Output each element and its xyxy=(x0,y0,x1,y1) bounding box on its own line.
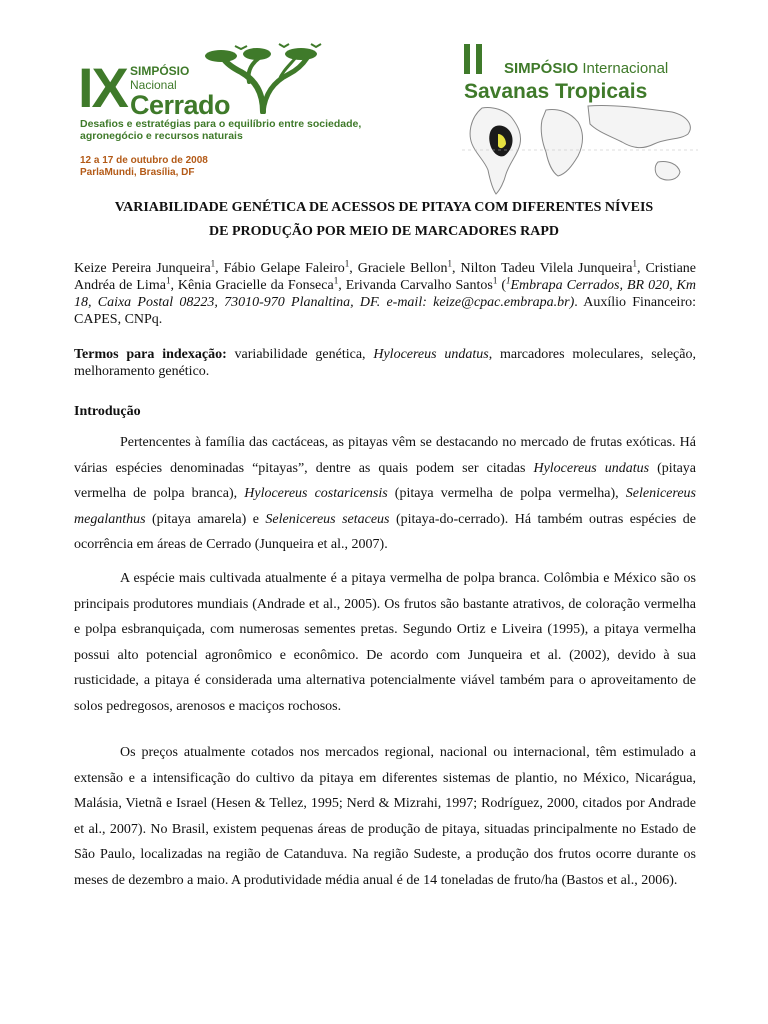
logo-simposio-internacional: SIMPÓSIO Internacional xyxy=(504,60,669,77)
logo-savanas-tropicais: Savanas Tropicais xyxy=(464,80,648,103)
paper-title xyxy=(60,196,708,244)
world-map-icon xyxy=(462,104,698,196)
logo-roman-ii xyxy=(464,44,488,79)
intro-paragraph-3: Os preços atualmente cotados nos mercados regional, nacional ou internacional, têm estimulado a extensão e a intensificação do cultivo da pitaya em diferentes sistemas de plantio, no México, Nicarágua, Malásia, Vietnã e Israel (Hesen & Tellez, 1995; Nerd & Mizrahi, 1997; Rodríguez, 2000, citados por Andrade et al., 2007). No Brasil, existem pequenas áreas de produção de pitaya, situadas principalmente no Estado de São Paulo, localizadas na região de Catanduva. Na região Sudeste, a produção dos frutos ocorre durante os meses de dezembro a maio. A produtividade média anual é de 14 toneladas de fruto/ha (Bastos et al., 2006). xyxy=(74,745,696,888)
section-heading-introducao: Introdução xyxy=(74,404,141,419)
logo-cerrado: Cerrado xyxy=(130,90,231,120)
logo-ix: IX xyxy=(78,56,127,119)
event-venue: ParlaMundi, Brasília, DF xyxy=(80,167,195,178)
authors-affiliation: Keize Pereira Junqueira$^1$, Fábio Gelape Faleiro$^1$, Graciele Bellon$^1$, Nilton Tadeu Vilela Junqueira$^1$, Cristiane Andréa de Lima$^1$, Kênia Gracielle da Fonseca$^1$, Erivanda Carvalho Santos$^1$ ($^1$Embrapa Cerrados, BR 020, Km 18, Caixa Postal 08223, 73010-970 Planaltina, DF. e-mail: keize@cpac.embrapa.br). Auxílio Financeiro: CAPES, CNPq. xyxy=(74,258,697,327)
index-terms: Termos para indexação: variabilidade genética, Hylocereus undatus, marcadores moleculares, seleção, melhoramento genético. xyxy=(74,347,696,379)
event-date-venue xyxy=(80,155,208,179)
logo-nacional: Nacional xyxy=(130,78,177,92)
simposio-savanas-logo xyxy=(462,44,702,194)
intro-paragraph-1: Pertencentes à família das cactáceas, as pitayas vêm se destacando no mercado de frutas exóticas. Há várias espécies denominadas “pitayas”, dentre as quais podem ser citadas Hylocereus undatus (pitaya vermelha de polpa branca), Hylocereus costaricensis (pitaya vermelha de polpa vermelha), Selenicereus megalanthus (pitaya amarela) e Selenicereus setaceus (pitaya-do-cerrado). Há também outras espécies de ocorrência em áreas de Cerrado (Junqueira et al., 2007). xyxy=(74,435,697,552)
title-line-2: DE PRODUÇÃO POR MEIO DE MARCADORES RAPD xyxy=(209,224,559,239)
event-date: 12 a 17 de outubro de 2008 xyxy=(80,155,208,166)
title-line-1: VARIABILIDADE GENÉTICA DE ACESSOS DE PITAYA COM DIFERENTES NÍVEIS xyxy=(114,200,654,215)
index-terms-label: Termos para indexação: xyxy=(74,347,227,362)
logo-simposio: SIMPÓSIO xyxy=(130,64,190,78)
tree-birds-icon xyxy=(193,42,323,114)
simposio-cerrado-logo xyxy=(78,40,418,180)
intro-paragraph-2: A espécie mais cultivada atualmente é a pitaya vermelha de polpa branca. Colômbia e México são os principais produtores mundiais (Andrade et al., 2005). Os frutos são bastante atrativos, de coloração vermelha e polpa esbranquiçada, com numerosas sementes pretas. Segundo Ortiz e Liveira (1995), a pitaya vermelha possui alto potencial agronômico e econômico. De acordo com Junqueira et al. (2002), devido à sua rusticidade, a pitaya é considerada uma alternativa potencialmente viável também para o aproveitamento de solos pedregosos, arenosos e maciços rochosos. xyxy=(74,571,696,714)
logo-subtitle: Desafios e estratégias para o equilíbrio entre sociedade, agronegócio e recursos naturais xyxy=(80,118,362,142)
